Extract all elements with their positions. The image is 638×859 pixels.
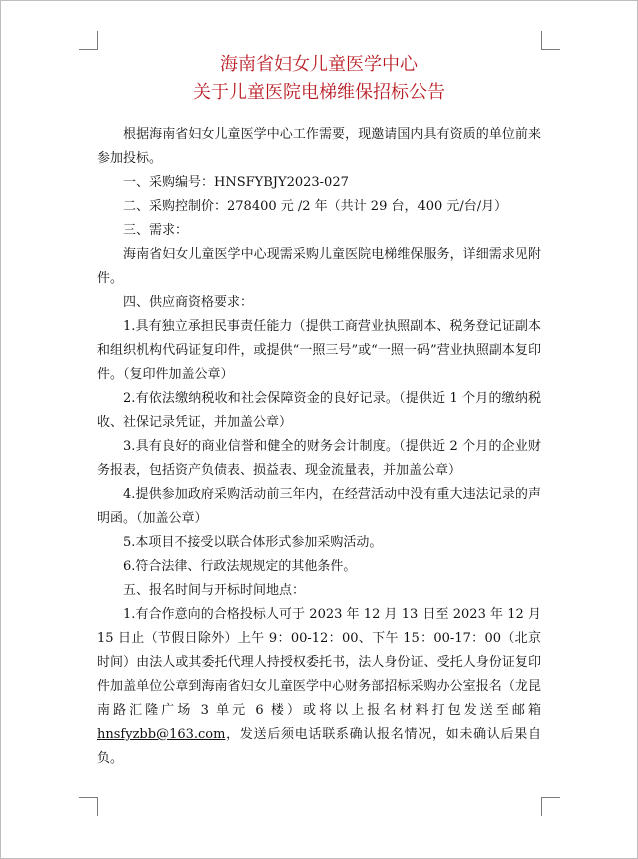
procurement-number: 一、采购编号：HNSFYBJY2023-027 bbox=[123, 175, 349, 190]
qualification-3: 3.具有良好的商业信誉和健全的财务会计制度。（提供近 2 个月的企业财务报表，包括资产负债表、损益表、现金流量表，并加盖公章） bbox=[97, 439, 541, 478]
margin-mark-top-right bbox=[541, 31, 560, 50]
qualification-6: 6.符合法律、行政法规规定的其他条件。 bbox=[123, 559, 357, 574]
registration-text-start: 1.有合作意向的合格投标人可于 2023 年 12 月 13 日至 2023 年 12 月 15 日止（节假日除外）上午 9：00-12：00、下午 15：00-17：00（北京时间）由法人或其委托代理人持授权委托书，法人身份证、受托人身份证复印件加盖单位公章到海南省妇女儿童医学中心财务部招标采购办公室报名（龙昆南路汇隆广场 3 单元 6 楼）或将以上报名材料打包发送至邮箱 bbox=[97, 607, 541, 718]
registration-paragraph bbox=[97, 603, 541, 771]
registration-heading: 五、报名时间与开标时间地点： bbox=[123, 583, 306, 598]
document-header bbox=[97, 51, 541, 107]
registration-text-end: ，发送后须电话联系确认报名情况，如未确认后果自负。 bbox=[97, 727, 541, 766]
qualification-1: 1.具有独立承担民事责任能力（提供工商营业执照副本、税务登记证副本和组织机构代码证复印件，或提供“一照三号”或“一照一码”营业执照副本复印件。（复印件加盖公章） bbox=[97, 319, 541, 382]
demand-heading: 三、需求： bbox=[123, 223, 189, 238]
qualification-heading: 四、供应商资格要求： bbox=[123, 295, 254, 310]
intro-paragraph: 根据海南省妇女儿童医学中心工作需要，现邀请国内具有资质的单位前来参加投标。 bbox=[97, 127, 541, 166]
document-body bbox=[97, 123, 541, 771]
margin-mark-bottom-left bbox=[79, 797, 98, 816]
qualification-2: 2.有依法缴纳税收和社会保障资金的良好记录。（提供近 1 个月的缴纳税收、社保记录凭证，并加盖公章） bbox=[97, 391, 541, 430]
qualification-5: 5.本项目不接受以联合体形式参加采购活动。 bbox=[123, 535, 383, 550]
qualification-4: 4.提供参加政府采购活动前三年内，在经营活动中没有重大违法记录的声明函。（加盖公章） bbox=[97, 487, 541, 526]
header-organization: 海南省妇女儿童医学中心 bbox=[220, 54, 418, 75]
margin-mark-top-left bbox=[79, 31, 98, 50]
control-price: 二、采购控制价：278400 元 /2 年（共计 29 台，400 元/台/月） bbox=[123, 199, 508, 214]
email-link[interactable]: hnsfyzbb@163.com bbox=[97, 727, 226, 742]
demand-paragraph: 海南省妇女儿童医学中心现需采购儿童医院电梯维保服务，详细需求见附件。 bbox=[97, 247, 541, 286]
header-title: 关于儿童医院电梯维保招标公告 bbox=[193, 82, 445, 103]
margin-mark-bottom-right bbox=[541, 797, 560, 816]
